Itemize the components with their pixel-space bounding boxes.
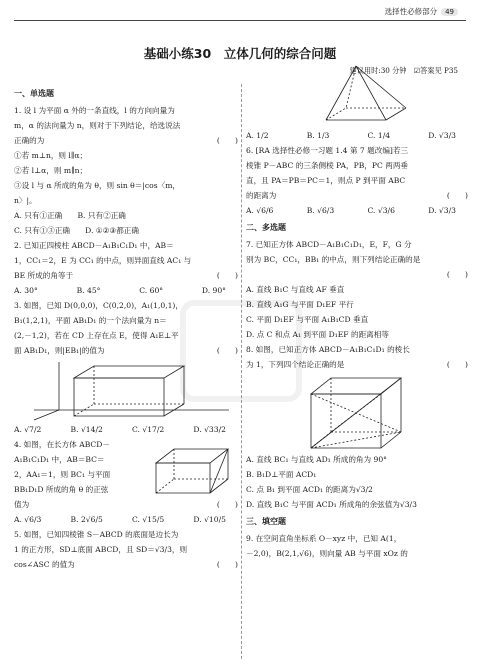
q4-line: 4. 如图，在长方体 ABCD－	[14, 440, 110, 449]
header-section: 选择性必修部分	[384, 7, 438, 16]
answer-paren: ( )	[216, 346, 238, 355]
q1-line-text: 正确的为	[14, 136, 45, 145]
option: D. 直线 B₁C 与平面 ACD₁ 所成角的余弦值为√3/3	[246, 500, 417, 509]
q8-line	[246, 357, 468, 372]
q1-line	[14, 133, 238, 148]
q3-line: 3. 如图，已知 D(0,0,0)，C(0,2,0)，A₁(1,0,1)，	[14, 301, 183, 310]
answer-paren: ( )	[216, 136, 238, 145]
q2-options	[14, 283, 238, 298]
option: A. 直线 BC₁ 与直线 AD₁ 所成的角为 90°	[246, 455, 387, 464]
option: B. √14/2	[70, 425, 103, 434]
answer-paren: ( )	[446, 360, 468, 369]
option: C. 平面 D₁EF 与平面 A₁B₁CD 垂直	[246, 315, 369, 324]
option: B. B₁D⊥平面 ACD₁	[246, 470, 317, 479]
q4-block	[14, 437, 238, 512]
q4-cuboid-figure	[150, 441, 234, 501]
option: C. 60°	[139, 286, 164, 295]
option: D. 点 C 和点 A₁ 到平面 D₁EF 的距离相等	[246, 330, 389, 339]
q1-line: m，α 的法向量为 n，则对于下列结论，给选说法	[14, 121, 181, 130]
q1-line: ③设 l 与 α 所成的角为 θ，则 sin θ＝|cos〈m，	[14, 181, 181, 190]
option: B. 2√6/5	[70, 515, 103, 524]
option: D. √3/3	[428, 131, 456, 140]
q4-options	[14, 512, 238, 527]
q8-line: 8. 如图，已知正方体 ABCD－A₁B₁C₁D₁ 的棱长	[246, 345, 410, 354]
q5-line: 1 的正方形，SD⊥底面 ABCD，且 SD＝√3/3，则	[14, 545, 188, 554]
time-hint: 建议用时:30 分钟 ☑答案见 P35	[349, 66, 458, 75]
option: D. 90°	[201, 286, 226, 295]
q6-line: 6. [RA 选择性必修一习题 1.4 第 7 题改编]若三	[246, 146, 409, 155]
q2-line: 1，CC₁＝2，E 为 CC₁ 的中点，则异面直线 AC₁ 与	[14, 256, 192, 265]
option: B. 直线 A₁G 与平面 D₁EF 平行	[246, 300, 354, 309]
q6-line: 棱锥 P－ABC 的三条侧棱 PA，PB，PC 两两垂	[246, 161, 409, 170]
option: C. 只有①③正确	[14, 226, 70, 235]
answer-paren: ( )	[216, 560, 238, 569]
answer-paren: ( )	[216, 271, 238, 280]
option: A. 1/2	[246, 131, 269, 140]
q7-line	[246, 267, 468, 282]
section-heading: 二、多选题	[246, 223, 286, 232]
q5-line: 5. 如图，已知四棱锥 S－ABCD 的底面是边长为	[14, 530, 179, 539]
page-header	[385, 6, 458, 17]
q3-line-text: 面 AB₁D₁，则|EB₁|的值为	[14, 346, 105, 355]
option: A. √6/3	[14, 515, 42, 524]
q6-line-text: 的距离为	[246, 191, 277, 200]
option: B. √6/3	[306, 206, 335, 215]
answer-paren: ( )	[446, 191, 468, 200]
q3-box-figure	[14, 358, 238, 422]
q6-options	[246, 203, 468, 218]
option: B. 只有②正确	[77, 211, 126, 220]
right-column	[246, 84, 468, 561]
option: C. √15/5	[132, 515, 165, 524]
q5-options	[246, 128, 468, 143]
section-heading: 三、填空题	[246, 517, 286, 526]
box-top-face	[74, 366, 184, 378]
q1-line: ②若 l⊥α，则 m∥n；	[14, 166, 88, 175]
option: C. 点 B₁ 到平面 ACD₁ 的距离为√3/2	[246, 485, 373, 494]
left-column	[14, 84, 238, 572]
header-rule	[14, 20, 466, 21]
q1-line: 1. 设 l 为平面 α 外的一条直线，l 的方向向量为	[14, 106, 175, 115]
option: D. ①②③都正确	[85, 226, 139, 235]
q7-line: 别为 BC，CC₁，BB₁ 的中点，则下列结论正确的是	[246, 255, 421, 264]
q5-line	[14, 557, 238, 572]
q1-line: n〉|。	[14, 196, 37, 205]
option: C. √17/2	[132, 425, 165, 434]
option: A. 直线 B₁C 与直线 AF 垂直	[246, 285, 345, 294]
option: A. 只有①正确	[14, 211, 63, 220]
q6-line	[246, 188, 468, 203]
option: A. 30°	[14, 286, 38, 295]
page-number: 49	[441, 8, 458, 16]
option: A. √7/2	[14, 425, 42, 434]
q8-cube-figure	[246, 372, 468, 452]
q9-line: 9. 在空间直角坐标系 O－xyz 中，已知 A(1，	[246, 534, 402, 543]
q6-line: 直，且 PA＝PB＝PC＝1，则点 P 到平面 ABC	[246, 176, 406, 185]
option: A. √6/6	[246, 206, 274, 215]
q2-line: 2. 已知正四棱柱 ABCD－A₁B₁C₁D₁ 中，AB＝	[14, 241, 174, 250]
q2-line-text: BE 所成的角等于	[14, 271, 74, 280]
option: D. √10/5	[193, 515, 226, 524]
option: B. 1/3	[306, 131, 330, 140]
q3-line	[14, 343, 238, 358]
q3-line: (2,－1,2)，若在 CD 上存在点 E，使得 A₁E⊥平	[14, 331, 179, 340]
page-title: 基础小练30 立体几何的综合问题	[143, 46, 337, 61]
q4-line: A₁B₁C₁D₁ 中，AB＝BC＝	[14, 455, 105, 464]
q4-line: BB₁D₁D 所成的角 θ 的正弦	[14, 485, 109, 494]
q3-options	[14, 422, 238, 437]
q7-line: 7. 已知正方体 ABCD－A₁B₁C₁D₁，E，F，G 分	[246, 240, 412, 249]
q2-line	[14, 268, 238, 283]
q5-line-text: cos∠ASC 的值为	[14, 560, 75, 569]
q5-pyramid-figure	[246, 64, 468, 128]
q9-line: －2,0)，B(2,1,√6)，则向量 AB 与平面 xOz 的	[246, 549, 408, 558]
x-axis-line	[34, 410, 59, 420]
option: C. √3/6	[367, 206, 395, 215]
option: D. √33/2	[193, 425, 226, 434]
section-heading: 一、单选题	[14, 89, 54, 98]
q3-line: B₁(1,2,1)，平面 AB₁D₁ 的一个法向量为 n＝	[14, 316, 167, 325]
option: C. 1/4	[367, 131, 391, 140]
q1-options	[14, 208, 238, 223]
q4-line-text: 值为	[14, 500, 30, 509]
q1-options	[14, 223, 238, 238]
answer-paren: ( )	[216, 500, 238, 509]
answer-paren: ( )	[446, 270, 468, 279]
q1-line: ①若 m⊥n，则 l∥α；	[14, 151, 88, 160]
option: B. 45°	[76, 286, 101, 295]
q4-line: 2，AA₁＝1，则 BC₁ 与平面	[14, 470, 111, 479]
option: D. √3/3	[428, 206, 456, 215]
q8-line-text: 为 1，下列四个结论正确的是	[246, 360, 345, 369]
